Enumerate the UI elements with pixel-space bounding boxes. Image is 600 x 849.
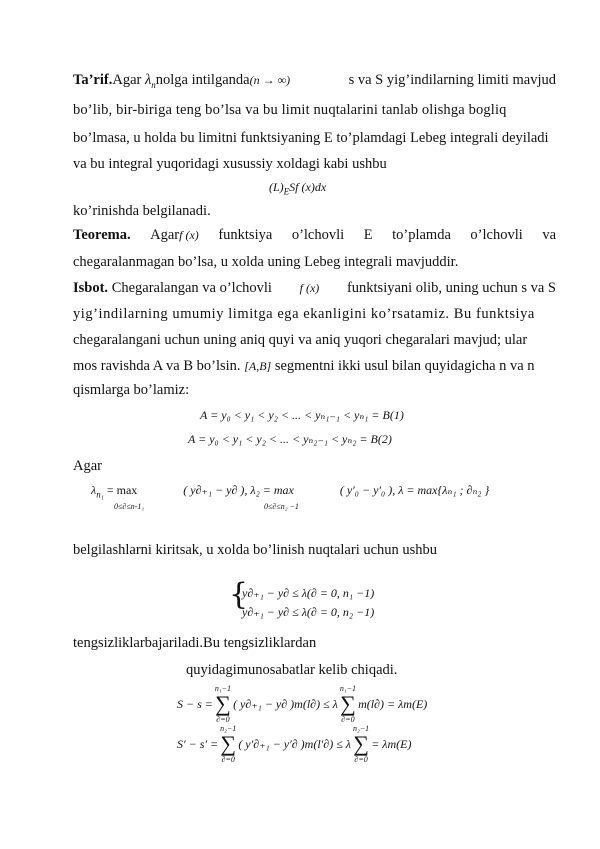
definition-line-1 <box>73 71 556 94</box>
sum-operator: n₁−1 ∑ ∂=0 <box>214 684 232 724</box>
definition-line-3: bo’lmasa, u holda bu limitni funktsiyaning E to’plamdagi Lebeg integrali deyiladi <box>73 130 549 146</box>
definition-text: Agar <box>112 72 145 88</box>
sigma-icon: ∑ <box>220 731 237 756</box>
theorem-line-1: Teorema. Agarf (x) funktsiya o’lchovli E to’plamda o’lchovli va <box>73 227 556 243</box>
inequality-1: y∂₊₁ − y∂ ≤ λ(∂ = 0, n₁ −1) <box>242 586 375 600</box>
agar-word: Agar <box>73 458 102 474</box>
lambda-symbol: λ <box>144 72 152 88</box>
tengsizlik-line: tengsizliklarbajariladi.Bu tengsizliklardan <box>73 635 317 651</box>
quyidagi-line: quyidagimunosabatlar kelib chiqadi. <box>186 662 398 678</box>
sum-equation-2: S′ − s′ = n₂−1 ∑ ∂=0 ( y′∂₊₁ − y′∂ )m(l′∂) ≤ λ n₂−1 ∑ ∂=0 = λm(E) <box>177 724 412 764</box>
sum-operator: n₂−1 ∑ ∂=0 <box>353 724 370 764</box>
proof-label: Isbot. <box>73 280 109 296</box>
partition-equation-1: A = y₀ < y₁ < y₂ < ... < yₙ₁₋₁ < yₙ₁ = B(1) <box>200 408 404 422</box>
proof-line-2: yig’indilarning umumiy limitga ega ekanligini ko’rsatamiz. Bu funktsiya <box>73 306 535 322</box>
proof-line-1: Isbot. Chegaralangan va o’lchovli f (x) funktsiyani olib, uning uchun s va S <box>73 280 556 296</box>
partition-equation-2: A = y₀ < y₁ < y₂ < ... < yₙ₂₋₁ < yₙ₂ = B(2) <box>188 432 392 446</box>
definition-label: Ta’rif. <box>73 72 113 88</box>
function-fx: f (x) <box>299 281 320 295</box>
sigma-icon: ∑ <box>215 691 231 716</box>
lebesgue-integral-formula: $(L)_ESf$ (x)dx <box>269 180 327 197</box>
function-fx: f (x) <box>179 228 199 242</box>
segment-ab: [A,B] <box>244 359 272 373</box>
lambda-definitions: $\lambda_{n_1} = \max$ ( y∂₊₁ − y∂ ), λ₂ = max ( y′₀ − y′₀ ), λ = max{λₙ₁ ; ∂ₙ₂ } <box>91 483 490 500</box>
inequality-2: y∂₊₁ − y∂ ≤ λ(∂ = 0, n₂ −1) <box>242 605 375 619</box>
sum-operator: n₁−1 ∑ ∂=0 <box>339 684 357 724</box>
definition-text: nolga intilganda <box>155 72 250 88</box>
proof-line-3: chegaralangani uchun uning aniq quyi va aniq yuqori chegaralari mavjud; ular <box>73 332 528 348</box>
sum-equation-1: S − s = n₁−1 ∑ ∂=0 ( y∂₊₁ − y∂ )m(l∂) ≤ λ n₁−1 ∑ ∂=0 m(l∂) = λm(E) <box>177 684 428 724</box>
sigma-icon: ∑ <box>340 691 356 716</box>
theorem-line-2: chegaralanmagan bo’lsa, u xolda uning Lebeg integrali mavjuddir. <box>73 254 459 270</box>
definition-line-2: bo’lib, bir-biriga teng bo’lsa va bu limit nuqtalarini tanlab olishga bogliq <box>73 102 507 118</box>
limit-expression: (n → ∞) <box>249 73 291 87</box>
max-condition-1: 0≤∂≤n-1₁ <box>114 502 145 511</box>
sum-operator: n₂−1 ∑ ∂=0 <box>220 724 237 764</box>
definition-line-4: va bu integral yuqoridagi xusussiy xoldagi kabi ushbu <box>73 156 387 172</box>
lambda-subscript: n <box>151 79 156 90</box>
sigma-icon: ∑ <box>353 731 369 756</box>
proof-line-4: mos ravishda A va B bo’lsin. [A,B] segmentni ikki usul bilan quyidagicha n va n <box>73 358 535 374</box>
definition-text: s va S yig’indilarning limiti mavjud <box>348 72 556 88</box>
theorem-label: Teorema. <box>73 227 131 243</box>
definition-line-5: ko’rinishda belgilanadi. <box>73 203 211 219</box>
max-condition-2: 0≤∂≤n₂ −1 <box>264 502 299 511</box>
belgilash-line: belgilashlarni kiritsak, u xolda bo’linish nuqtalari uchun ushbu <box>73 542 438 558</box>
system-brace: { <box>229 577 249 612</box>
proof-line-5: qismlarga bo’lamiz: <box>73 382 190 398</box>
